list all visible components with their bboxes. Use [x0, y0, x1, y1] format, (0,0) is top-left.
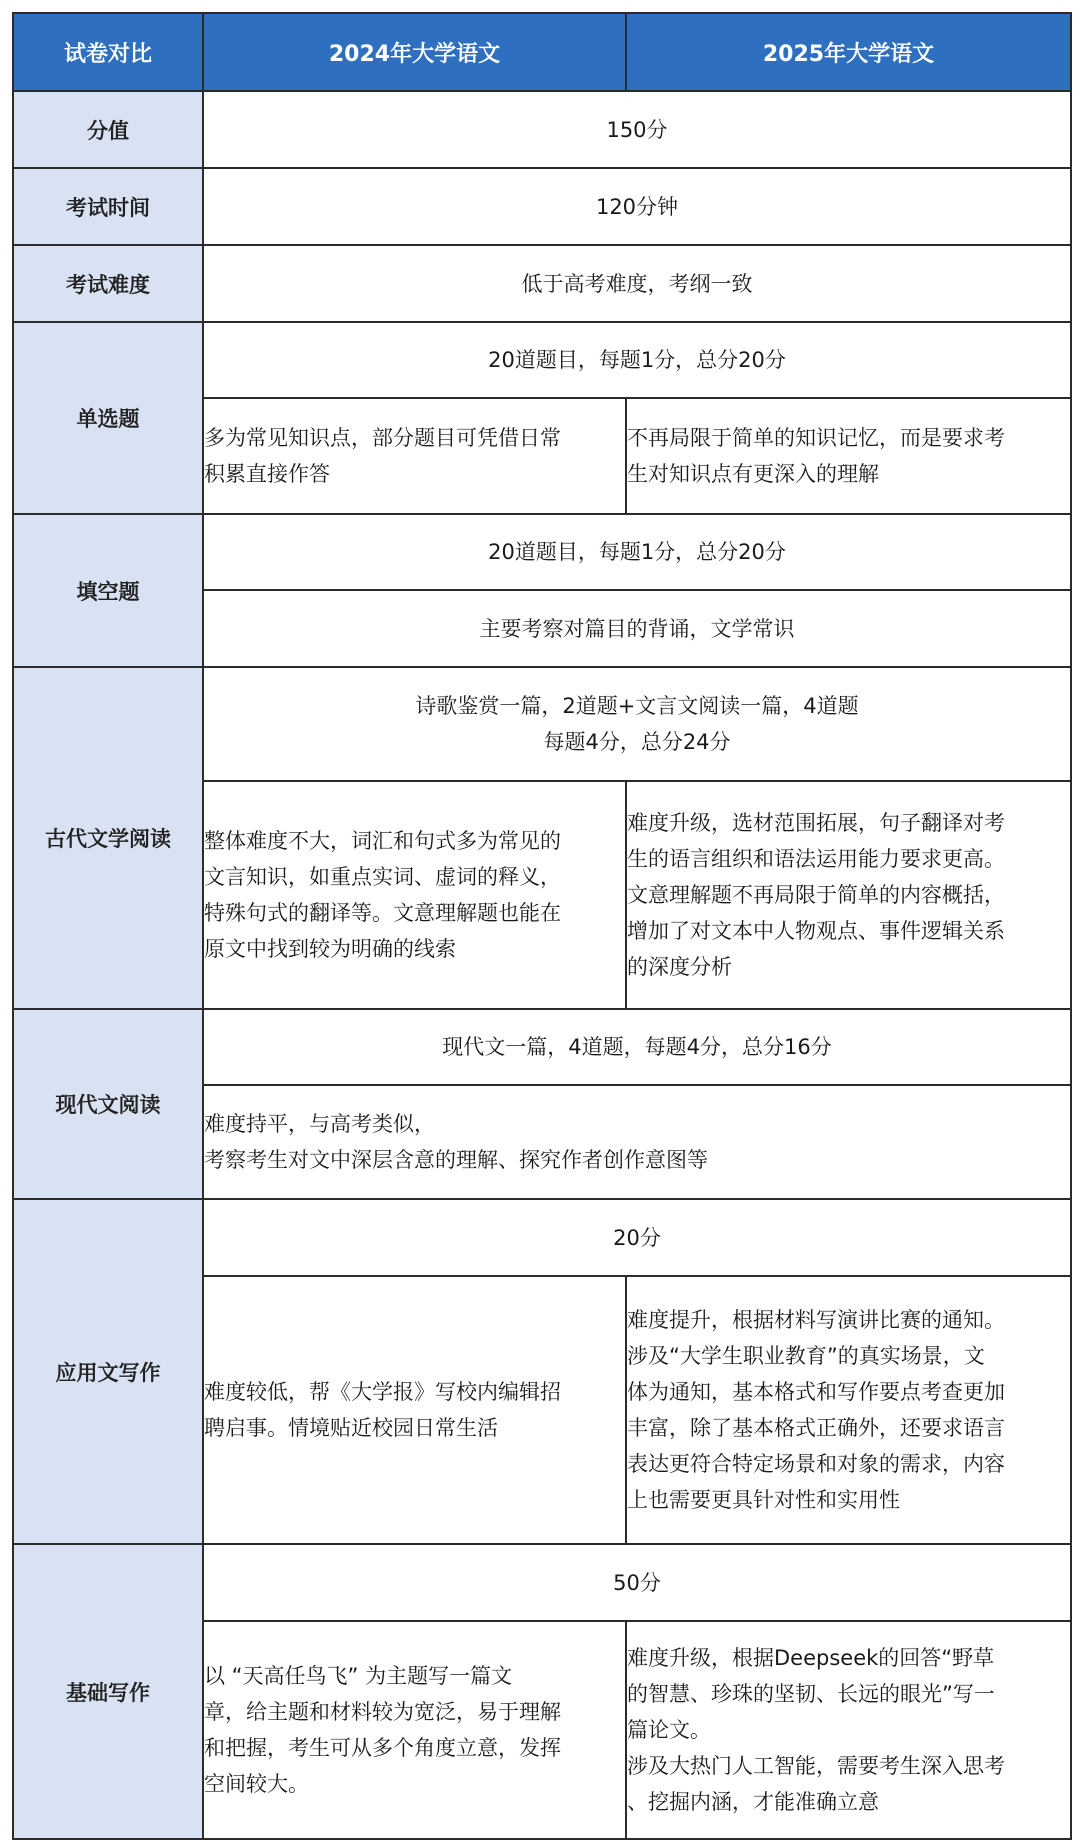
row-basic-summary	[13, 1544, 1071, 1621]
fill-blank-summary: 20道题目，每题1分，总分20分	[203, 514, 1071, 590]
single-choice-2024-text: 多为常见知识点，部分题目可凭借日常 积累直接作答	[204, 426, 561, 486]
row-difficulty	[13, 245, 1071, 322]
label-score: 分值	[13, 91, 203, 168]
ancient-2025	[626, 781, 1071, 1009]
label-basic: 基础写作	[13, 1544, 203, 1839]
row-single-choice-summary	[13, 322, 1071, 398]
ancient-summary	[203, 667, 1071, 781]
applied-summary: 20分	[203, 1199, 1071, 1276]
basic-2025	[626, 1621, 1071, 1839]
label-modern: 现代文阅读	[13, 1009, 203, 1199]
header-2025: 2025年大学语文	[626, 13, 1071, 91]
time-value: 120分钟	[203, 168, 1071, 245]
row-time	[13, 168, 1071, 245]
single-choice-2025	[626, 398, 1071, 514]
single-choice-2025-text: 不再局限于简单的知识记忆，而是要求考 生对知识点有更深入的理解	[627, 426, 1005, 486]
row-fill-blank-summary	[13, 514, 1071, 590]
label-time: 考试时间	[13, 168, 203, 245]
label-ancient: 古代文学阅读	[13, 667, 203, 1009]
ancient-2025-text: 难度升级，选材范围拓展，句子翻译对考 生的语言组织和语法运用能力要求更高。 文意理解题不再局限于简单的内容概括， 增加了对文本中人物观点、事件逻辑关系 的深度分析	[627, 811, 1005, 979]
ancient-2024-text: 整体难度不大，词汇和句式多为常见的 文言知识，如重点实词、虚词的释义， 特殊句式的翻译等。文意理解题也能在 原文中找到较为明确的线索	[204, 829, 561, 961]
basic-2024-text: 以 “天高任鸟飞” 为主题写一篇文 章，给主题和材料较为宽泛，易于理解 和把握，考生可从多个角度立意，发挥 空间较大。	[204, 1664, 561, 1796]
single-choice-summary: 20道题目，每题1分，总分20分	[203, 322, 1071, 398]
ancient-summary-line2: 每题4分，总分24分	[543, 730, 731, 754]
row-ancient-summary	[13, 667, 1071, 781]
label-single-choice: 单选题	[13, 322, 203, 514]
applied-2024-text: 难度较低，帮《大学报》写校内编辑招 聘启事。情境贴近校园日常生活	[204, 1380, 561, 1440]
score-value: 150分	[203, 91, 1071, 168]
applied-2024	[203, 1276, 626, 1544]
label-difficulty: 考试难度	[13, 245, 203, 322]
modern-summary: 现代文一篇，4道题，每题4分，总分16分	[203, 1009, 1071, 1085]
basic-summary: 50分	[203, 1544, 1071, 1621]
row-applied-summary	[13, 1199, 1071, 1276]
comparison-table	[12, 12, 1072, 1840]
header-2024: 2024年大学语文	[203, 13, 626, 91]
basic-2024	[203, 1621, 626, 1839]
row-score	[13, 91, 1071, 168]
ancient-2024	[203, 781, 626, 1009]
applied-2025	[626, 1276, 1071, 1544]
single-choice-2024	[203, 398, 626, 514]
basic-2025-text: 难度升级，根据Deepseek的回答“野草 的智慧、珍珠的坚韧、长远的眼光”写一 篇论文。 涉及大热门人工智能，需要考生深入思考 、挖掘内涵，才能准确立意	[627, 1646, 1005, 1814]
label-applied: 应用文写作	[13, 1199, 203, 1544]
applied-2025-text: 难度提升，根据材料写演讲比赛的通知。 涉及“大学生职业教育”的真实场景，文 体为通知，基本格式和写作要点考查更加 丰富，除了基本格式正确外，还要求语言 表达更符合特定场景和对象的需求，内容 上也需要更具针对性和实用性	[627, 1308, 1005, 1512]
ancient-summary-line1: 诗歌鉴赏一篇，2道题+文言文阅读一篇，4道题	[415, 694, 859, 718]
header-row	[13, 13, 1071, 91]
label-fill-blank: 填空题	[13, 514, 203, 667]
fill-blank-detail: 主要考察对篇目的背诵，文学常识	[203, 590, 1071, 667]
modern-detail-text: 难度持平，与高考类似， 考察考生对文中深层含意的理解、探究作者创作意图等	[204, 1112, 708, 1172]
modern-detail	[203, 1085, 1071, 1199]
difficulty-value: 低于高考难度，考纲一致	[203, 245, 1071, 322]
row-modern-summary	[13, 1009, 1071, 1085]
header-comparison: 试卷对比	[13, 13, 203, 91]
